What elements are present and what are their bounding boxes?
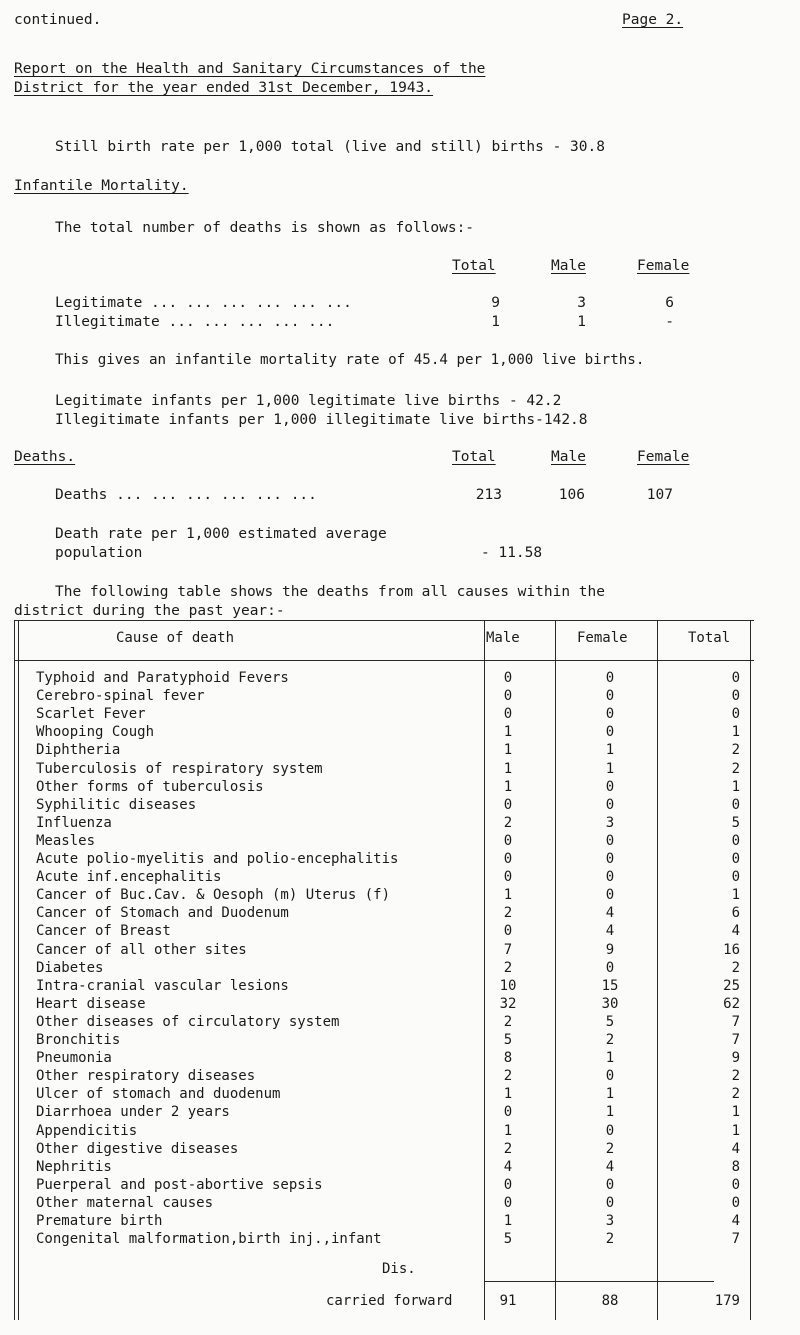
- female-cell: 1: [605, 1104, 615, 1121]
- female-cell: 0: [605, 1068, 615, 1085]
- cause-cell: Whooping Cough: [36, 724, 155, 741]
- table-row: [14, 688, 755, 706]
- female-cell: 3: [605, 814, 615, 831]
- male-cell: 10: [499, 977, 517, 994]
- report-title-line1: Report on the Health and Sanitary Circumstances of the: [14, 61, 486, 77]
- table-row: [14, 905, 755, 923]
- total-cell: 2: [731, 742, 740, 759]
- male-cell: 2: [503, 814, 513, 831]
- table-row: [14, 1177, 755, 1195]
- table-row: [14, 833, 755, 851]
- male-cell: 2: [503, 1068, 513, 1085]
- total-cell: 2: [731, 1086, 740, 1103]
- deaths-label: Deaths ... ... ... ... ... ...: [55, 487, 317, 503]
- infantile-mortality-rate: This gives an infantile mortality rate of 45.4 per 1,000 live births.: [55, 352, 645, 368]
- death-rate-line1: Death rate per 1,000 estimated average: [55, 526, 387, 542]
- female-cell: 0: [605, 796, 615, 813]
- infant-header-female: Female: [637, 258, 690, 274]
- table-row: [14, 1231, 755, 1249]
- female-cell: 30: [601, 995, 619, 1012]
- total-cell: 2: [731, 760, 740, 777]
- male-cell: 8: [503, 1050, 513, 1067]
- female-cell: 0: [605, 851, 615, 867]
- female-cell: 0: [605, 670, 615, 686]
- carried-forward-male: 91: [499, 1293, 517, 1309]
- last-row-continuation: Dis.: [382, 1261, 416, 1277]
- cause-cell: Acute inf.encephalitis: [36, 869, 222, 886]
- total-cell: 4: [731, 1213, 740, 1229]
- cause-cell: Other maternal causes: [36, 1194, 214, 1211]
- total-cell: 0: [731, 851, 740, 867]
- death-rate-line2: population: [55, 545, 143, 561]
- female-cell: 4: [605, 905, 615, 922]
- female-cell: 4: [605, 1158, 615, 1175]
- total-cell: 1: [731, 724, 740, 741]
- cause-cell: Nephritis: [36, 1158, 112, 1175]
- total-cell: 9: [731, 1050, 740, 1067]
- header-male: Male: [486, 630, 520, 646]
- total-cell: 1: [731, 778, 740, 795]
- illegitimate-rate: Illegitimate infants per 1,000 illegitimate live births-142.8: [55, 412, 588, 428]
- total-cell: 0: [731, 1176, 740, 1193]
- page-number: Page 2.: [622, 12, 684, 28]
- cause-cell: Premature birth: [36, 1213, 163, 1229]
- table-row: [14, 942, 755, 960]
- male-cell: 5: [503, 1231, 513, 1248]
- total-cell: 0: [731, 869, 740, 886]
- cause-cell: Heart disease: [36, 995, 146, 1012]
- cause-cell: Influenza: [36, 814, 112, 831]
- continued-label: continued.: [14, 12, 102, 28]
- table-row: [14, 742, 755, 760]
- total-cell: 1: [731, 887, 740, 904]
- male-cell: 0: [503, 1104, 513, 1121]
- deaths-intro: The total number of deaths is shown as follows:-: [55, 220, 475, 236]
- deaths-male: 106: [558, 487, 585, 503]
- header-total: Total: [688, 630, 731, 646]
- following-line2: district during the past year:-: [14, 603, 285, 619]
- table-row: [14, 851, 755, 869]
- cause-cell: Syphilitic diseases: [36, 796, 197, 813]
- female-cell: 1: [605, 1050, 615, 1067]
- deaths-header-total: Total: [452, 449, 496, 465]
- table-row: [14, 1014, 755, 1032]
- following-line1: The following table shows the deaths from all causes within the: [55, 584, 605, 600]
- total-cell: 7: [731, 1231, 740, 1248]
- female-cell: 0: [605, 724, 615, 741]
- table-row: [14, 1213, 755, 1231]
- male-cell: 0: [503, 1176, 513, 1193]
- male-cell: 1: [503, 742, 513, 759]
- male-cell: 2: [503, 959, 513, 976]
- table-row: [14, 670, 755, 688]
- total-cell: 8: [731, 1158, 740, 1175]
- male-cell: 0: [503, 796, 513, 813]
- carried-forward-label: carried forward: [326, 1293, 453, 1309]
- header-female: Female: [577, 630, 628, 646]
- deaths-header-male: Male: [551, 449, 586, 465]
- cause-cell: Pneumonia: [36, 1050, 112, 1067]
- male-cell: 1: [503, 778, 513, 795]
- total-cell: 0: [731, 1194, 740, 1211]
- death-rate-value: - 11.58: [481, 545, 543, 561]
- infant-header-male: Male: [551, 258, 586, 274]
- legitimate-label: Legitimate ... ... ... ... ... ...: [55, 295, 352, 311]
- cause-cell: Intra-cranial vascular lesions: [36, 977, 289, 994]
- table-row: [14, 706, 755, 724]
- cause-cell: Other digestive diseases: [36, 1140, 239, 1157]
- cause-cell: Bronchitis: [36, 1032, 121, 1048]
- cause-cell: Cancer of Buc.Cav. & Oesoph (m) Uterus (f): [36, 887, 391, 904]
- still-birth-rate: Still birth rate per 1,000 total (live and still) births - 30.8: [55, 139, 605, 155]
- total-cell: 0: [731, 832, 740, 849]
- total-cell: 7: [731, 1013, 740, 1030]
- male-cell: 0: [503, 923, 513, 940]
- female-cell: 2: [605, 1032, 615, 1048]
- illegitimate-female: -: [665, 314, 674, 330]
- infantile-mortality-heading: Infantile Mortality.: [14, 178, 189, 194]
- female-cell: 2: [605, 1140, 615, 1157]
- male-cell: 2: [503, 1013, 513, 1030]
- total-cell: 1: [731, 1122, 740, 1139]
- female-cell: 0: [605, 706, 615, 723]
- female-cell: 3: [605, 1213, 615, 1229]
- causes-table: [14, 620, 755, 1335]
- table-row: [14, 724, 755, 742]
- cause-cell: Puerperal and post-abortive sepsis: [36, 1176, 323, 1193]
- cause-cell: Ulcer of stomach and duodenum: [36, 1086, 281, 1103]
- cause-cell: Congenital malformation,birth inj.,infant: [36, 1231, 382, 1248]
- total-cell: 2: [731, 959, 740, 976]
- carried-forward-total: 179: [714, 1293, 740, 1309]
- female-cell: 15: [601, 977, 619, 994]
- infant-header-total: Total: [452, 258, 496, 274]
- table-row: [14, 887, 755, 905]
- table-row: [14, 960, 755, 978]
- male-cell: 0: [503, 851, 513, 867]
- cause-cell: Diphtheria: [36, 742, 121, 759]
- male-cell: 2: [503, 1140, 513, 1157]
- legitimate-female: 6: [665, 295, 674, 311]
- male-cell: 1: [503, 1086, 513, 1103]
- table-top-border: [14, 620, 754, 621]
- report-title-line2: District for the year ended 31st December, 1943.: [14, 80, 434, 96]
- female-cell: 0: [605, 869, 615, 886]
- table-header-border: [14, 660, 754, 661]
- female-cell: 0: [605, 832, 615, 849]
- total-cell: 0: [731, 688, 740, 705]
- table-row: [14, 1141, 755, 1159]
- table-row: [14, 1032, 755, 1050]
- table-row: [14, 996, 755, 1014]
- cause-cell: Scarlet Fever: [36, 706, 146, 723]
- female-cell: 0: [605, 959, 615, 976]
- female-cell: 1: [605, 1086, 615, 1103]
- total-cell: 6: [731, 905, 740, 922]
- table-row: [14, 978, 755, 996]
- female-cell: 5: [605, 1013, 615, 1030]
- table-row: [14, 869, 755, 887]
- female-cell: 0: [605, 1122, 615, 1139]
- male-cell: 2: [503, 905, 513, 922]
- male-cell: 0: [503, 832, 513, 849]
- deaths-female: 107: [646, 487, 673, 503]
- total-cell: 5: [731, 814, 740, 831]
- total-cell: 2: [731, 1068, 740, 1085]
- legitimate-rate: Legitimate infants per 1,000 legitimate live births - 42.2: [55, 393, 562, 409]
- male-cell: 0: [503, 706, 513, 723]
- male-cell: 1: [503, 887, 513, 904]
- table-row: [14, 1068, 755, 1086]
- header-cause: Cause of death: [116, 630, 235, 646]
- female-cell: 0: [605, 778, 615, 795]
- table-row: [14, 815, 755, 833]
- male-cell: 0: [503, 688, 513, 705]
- total-cell: 0: [731, 670, 740, 686]
- table-row: [14, 1104, 755, 1122]
- cause-cell: Cancer of Breast: [36, 923, 171, 940]
- total-cell: 25: [723, 977, 740, 994]
- total-cell: 0: [731, 796, 740, 813]
- illegitimate-label: Illegitimate ... ... ... ... ...: [55, 314, 335, 330]
- table-row: [14, 1086, 755, 1104]
- illegitimate-total: 1: [491, 314, 500, 330]
- table-row: [14, 923, 755, 941]
- female-cell: 0: [605, 1194, 615, 1211]
- cause-cell: Other respiratory diseases: [36, 1068, 256, 1085]
- female-cell: 0: [605, 1176, 615, 1193]
- cause-cell: Cancer of all other sites: [36, 941, 247, 958]
- total-cell: 4: [731, 1140, 740, 1157]
- table-row: [14, 779, 755, 797]
- male-cell: 5: [503, 1032, 513, 1048]
- male-cell: 7: [503, 941, 513, 958]
- table-row: [14, 1050, 755, 1068]
- table-row: [14, 1123, 755, 1141]
- male-cell: 0: [503, 1194, 513, 1211]
- female-cell: 4: [605, 923, 615, 940]
- table-row: [14, 797, 755, 815]
- table-sum-line: [484, 1281, 714, 1282]
- table-row: [14, 1159, 755, 1177]
- legitimate-male: 3: [577, 295, 586, 311]
- table-row: [14, 1195, 755, 1213]
- cause-cell: Diarrhoea under 2 years: [36, 1104, 230, 1121]
- deaths-heading: Deaths.: [14, 449, 76, 465]
- total-cell: 16: [723, 941, 740, 958]
- total-cell: 1: [731, 1104, 740, 1121]
- cause-cell: Other forms of tuberculosis: [36, 778, 264, 795]
- cause-cell: Measles: [36, 832, 96, 849]
- carried-forward-female: 88: [601, 1293, 619, 1309]
- female-cell: 9: [605, 941, 615, 958]
- total-cell: 0: [731, 706, 740, 723]
- male-cell: 1: [503, 1213, 513, 1229]
- cause-cell: Tuberculosis of respiratory system: [36, 760, 323, 777]
- cause-cell: Cancer of Stomach and Duodenum: [36, 905, 289, 922]
- total-cell: 4: [731, 923, 740, 940]
- female-cell: 0: [605, 688, 615, 705]
- male-cell: 0: [503, 869, 513, 886]
- deaths-total: 213: [475, 487, 502, 503]
- female-cell: 1: [605, 742, 615, 759]
- female-cell: 1: [605, 760, 615, 777]
- male-cell: 0: [503, 670, 513, 686]
- cause-cell: Diabetes: [36, 959, 104, 976]
- cause-cell: Cerebro-spinal fever: [36, 688, 205, 705]
- male-cell: 1: [503, 1122, 513, 1139]
- total-cell: 62: [723, 995, 740, 1012]
- legitimate-total: 9: [491, 295, 500, 311]
- cause-cell: Appendicitis: [36, 1122, 138, 1139]
- cause-cell: Acute polio-myelitis and polio-encephalitis: [36, 851, 399, 867]
- table-row: [14, 761, 755, 779]
- male-cell: 4: [503, 1158, 513, 1175]
- male-cell: 32: [499, 995, 517, 1012]
- male-cell: 1: [503, 724, 513, 741]
- male-cell: 1: [503, 760, 513, 777]
- cause-cell: Other diseases of circulatory system: [36, 1013, 340, 1030]
- deaths-header-female: Female: [637, 449, 690, 465]
- illegitimate-male: 1: [577, 314, 586, 330]
- total-cell: 7: [731, 1032, 740, 1048]
- cause-cell: Typhoid and Paratyphoid Fevers: [36, 670, 289, 686]
- female-cell: 0: [605, 887, 615, 904]
- female-cell: 2: [605, 1231, 615, 1248]
